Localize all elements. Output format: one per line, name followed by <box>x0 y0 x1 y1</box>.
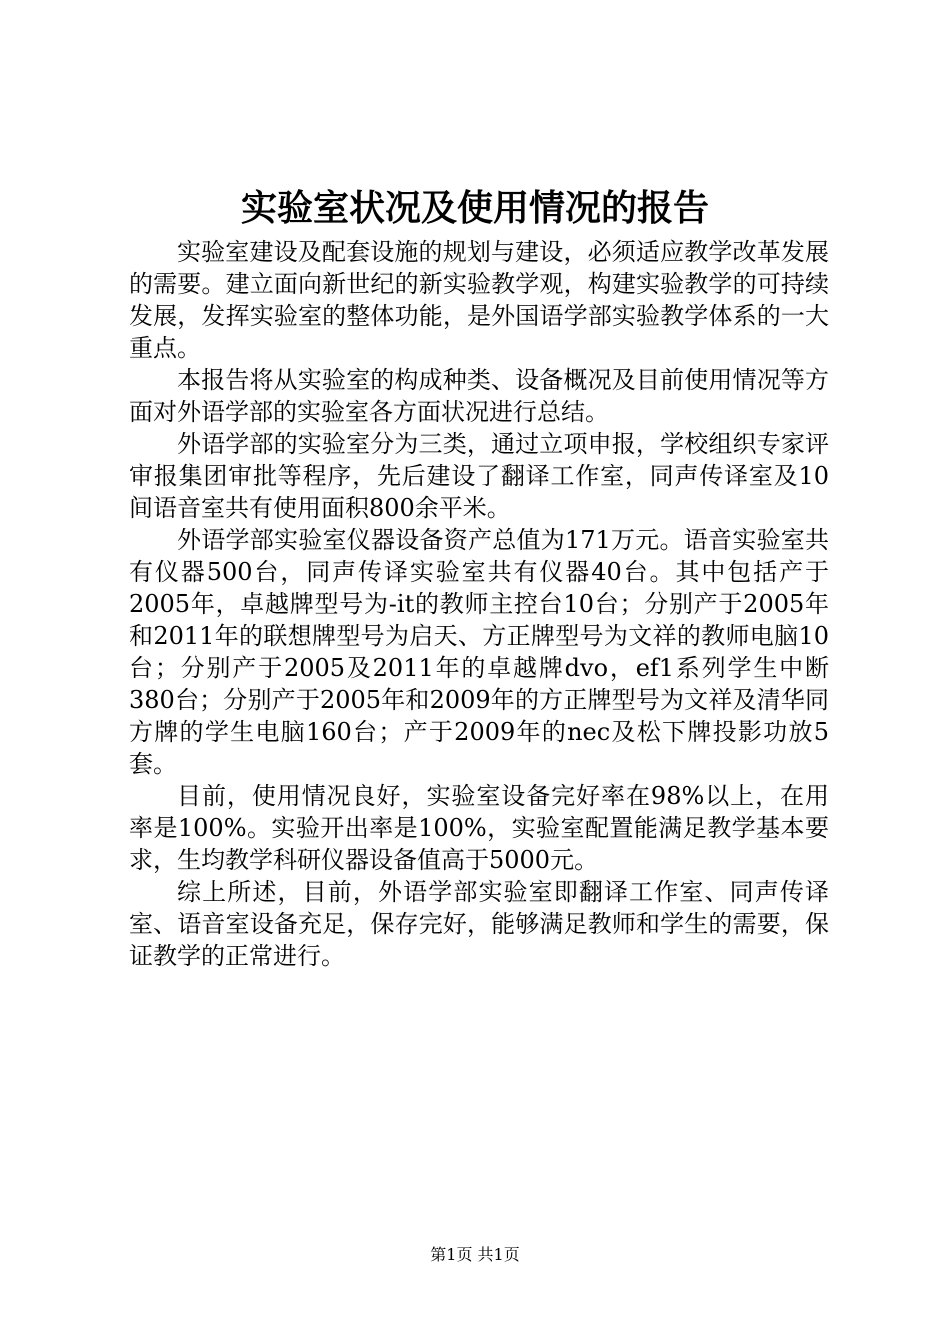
paragraph-scope: 本报告将从实验室的构成种类、设备概况及目前使用情况等方面对外语学部的实验室各方面状况进行总结。 <box>129 366 829 426</box>
paragraph-lab-types: 外语学部的实验室分为三类，通过立项申报，学校组织专家评审报集团审批等程序，先后建设了翻译工作室，同声传译室及10间语音室共有使用面积800余平米。 <box>129 430 829 522</box>
paragraph-equipment: 外语学部实验室仪器设备资产总值为171万元。语音实验室共有仪器500台，同声传译实验室共有仪器40台。其中包括产于2005年，卓越牌型号为-it的教师主控台10台；分别产于2005年和2011年的联想牌型号为启天、方正牌型号为文祥的教师电脑10台；分别产于2005及2011年的卓越牌dvo，ef1系列学生中断380台；分别产于2005年和2009年的方正牌型号为文祥及清华同方牌的学生电脑160台；产于2009年的nec及松下牌投影功放5套。 <box>129 526 829 778</box>
page-number-footer: 第1页 共1页 <box>430 1245 520 1264</box>
document-title: 实验室状况及使用情况的报告 <box>240 187 709 229</box>
document-body <box>129 236 829 972</box>
paragraph-conclusion: 综上所述，目前，外语学部实验室即翻译工作室、同声传译室、语音室设备充足，保存完好，能够满足教师和学生的需要，保证教学的正常进行。 <box>129 878 829 970</box>
paragraph-intro: 实验室建设及配套设施的规划与建设，必须适应教学改革发展的需要。建立面向新世纪的新实验教学观，构建实验教学的可持续发展，发挥实验室的整体功能，是外国语学部实验教学体系的一大重点。 <box>129 238 829 362</box>
paragraph-usage: 目前，使用情况良好，实验室设备完好率在98%以上，在用率是100%。实验开出率是100%，实验室配置能满足教学基本要求，生均教学科研仪器设备值高于5000元。 <box>129 782 829 874</box>
